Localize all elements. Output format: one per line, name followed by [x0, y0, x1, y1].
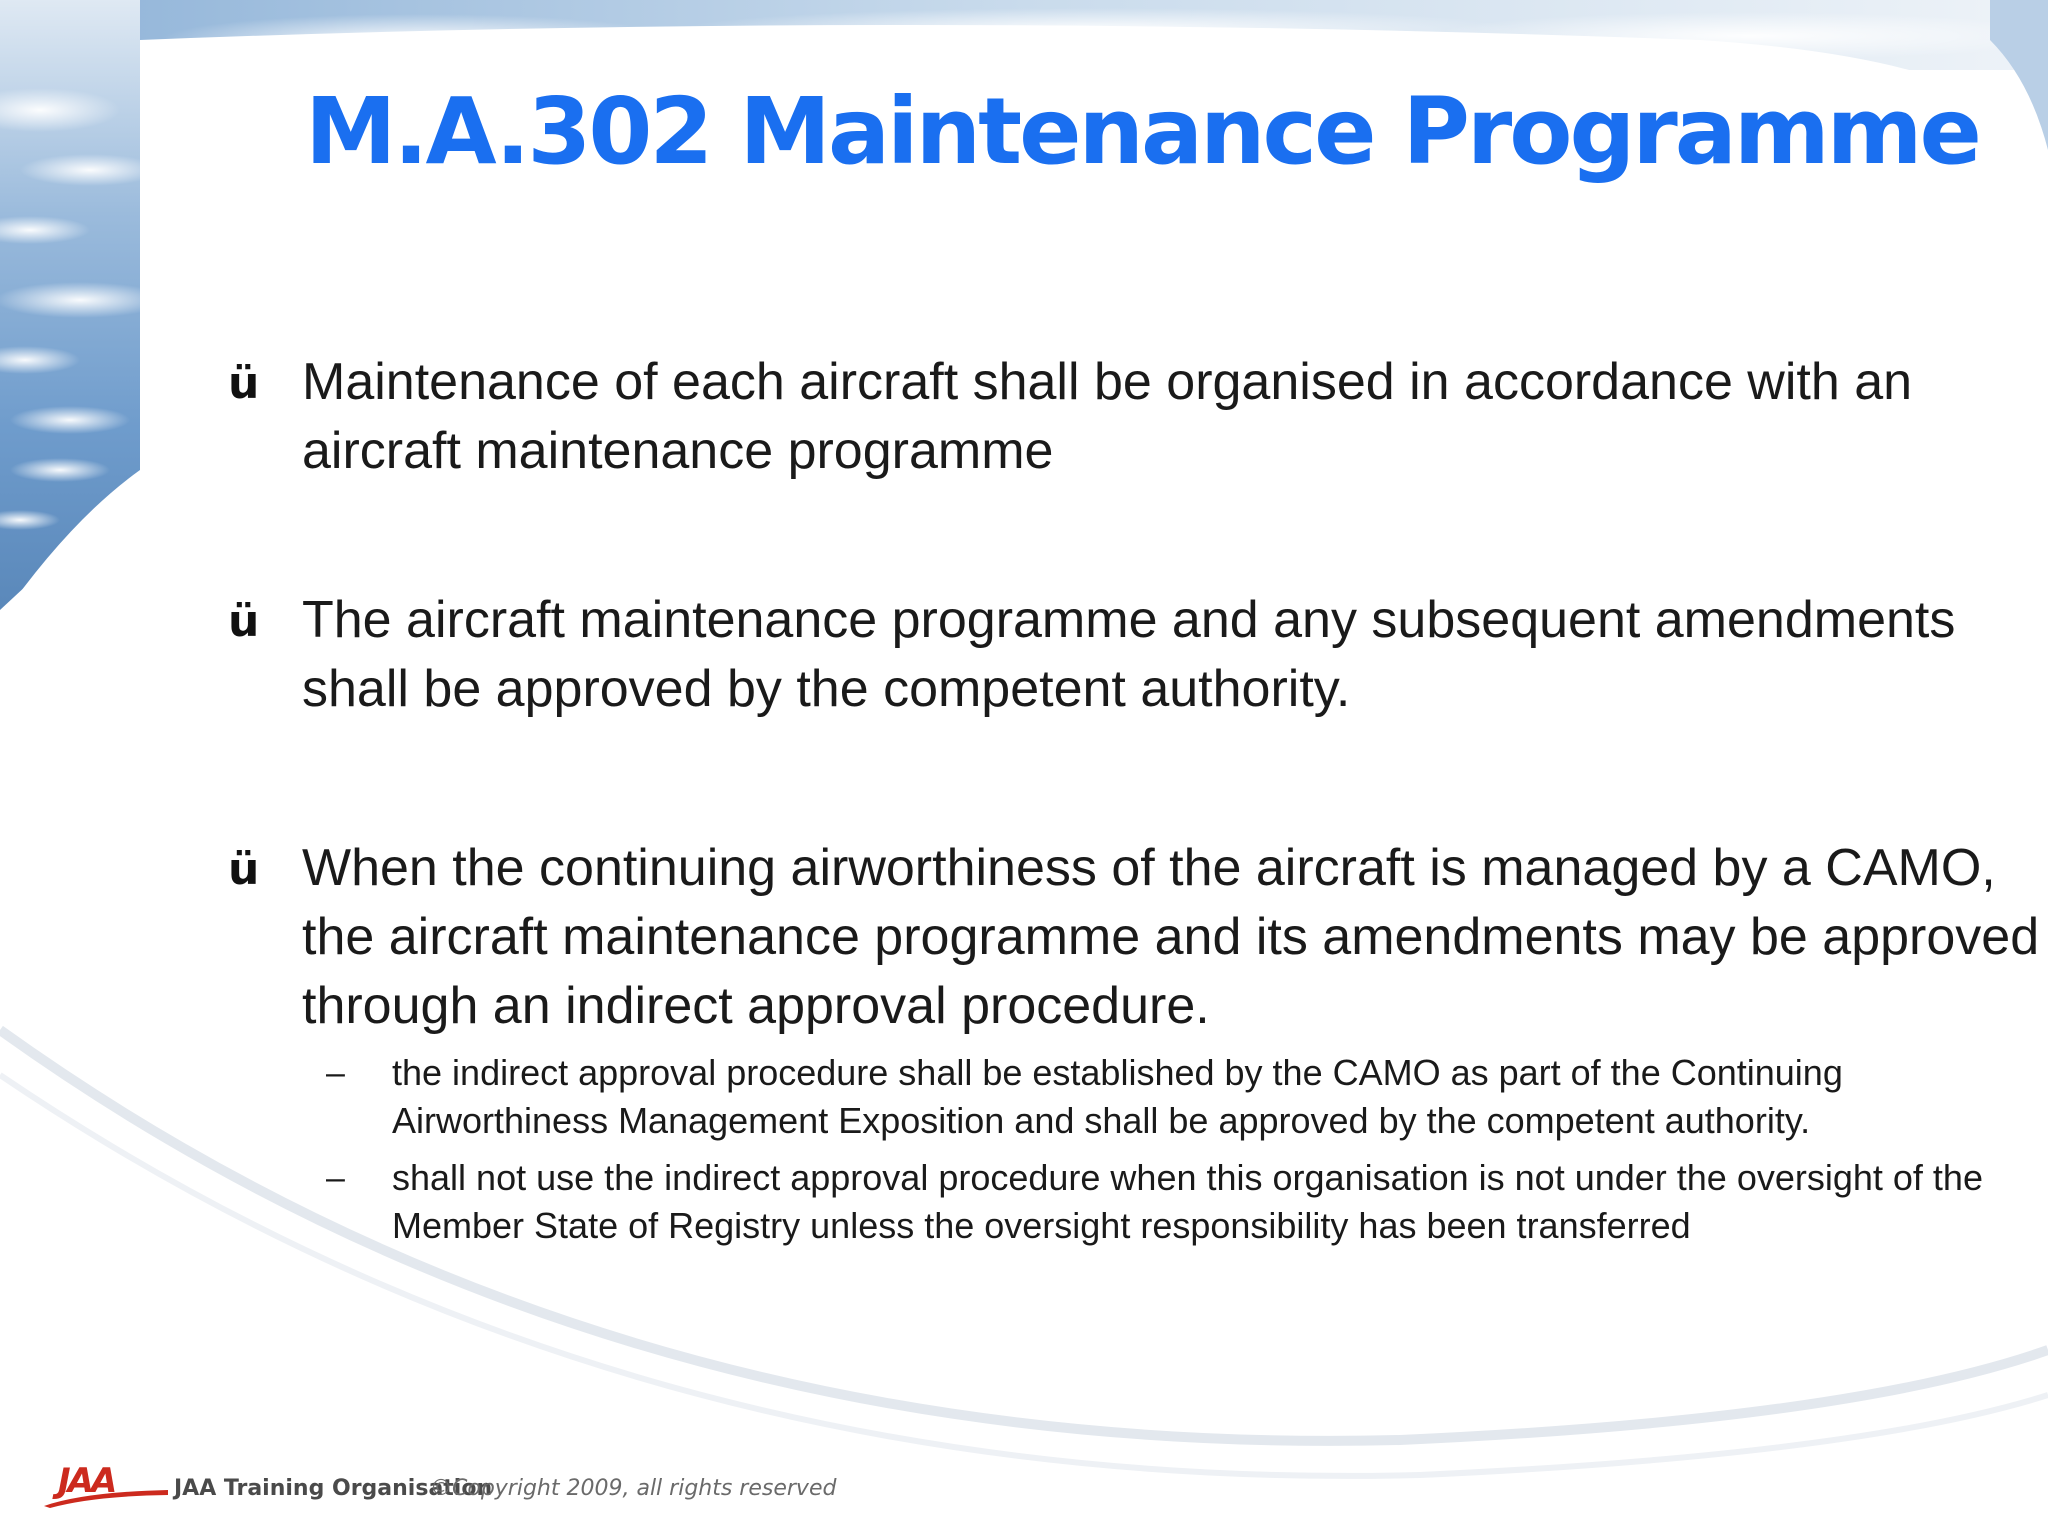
- sub-bullet-text: shall not use the indirect approval procedure when this organisation is not under the oversight of the Member State of Registry unless the oversight responsibility has been transferred: [392, 1157, 1983, 1246]
- dash-bullet-icon: –: [326, 1159, 345, 1197]
- jaa-logo-icon: [44, 1462, 168, 1508]
- sub-bullet-text: the indirect approval procedure shall be established by the CAMO as part of the Continuing Airworthiness Management Exposition and shall be approved by the competent authority.: [392, 1052, 1843, 1141]
- checkmark-bullet-icon: ü: [228, 844, 260, 895]
- dash-bullet-icon: –: [326, 1054, 345, 1092]
- bullet-text: The aircraft maintenance programme and any subsequent amendments shall be approved by the competent authority.: [302, 591, 1956, 718]
- footer-copyright: ©Copyright 2009, all rights reserved: [430, 1476, 837, 1501]
- checkmark-bullet-icon: ü: [228, 358, 260, 409]
- footer-organisation: JAA Training Organisation: [174, 1476, 493, 1501]
- bullet-text: Maintenance of each aircraft shall be organised in accordance with an aircraft maintenance programme: [302, 353, 1913, 480]
- checkmark-bullet-icon: ü: [228, 596, 260, 647]
- white-sweep: [0, 25, 2048, 1536]
- logo-letters: JAA: [58, 1462, 115, 1501]
- bullet-text: When the continuing airworthiness of the aircraft is managed by a CAMO, the aircraft maintenance programme and its amendments may be approved through an indirect approval procedure.: [302, 839, 2040, 1035]
- slide-title: M.A.302 Maintenance Programme: [305, 78, 1979, 185]
